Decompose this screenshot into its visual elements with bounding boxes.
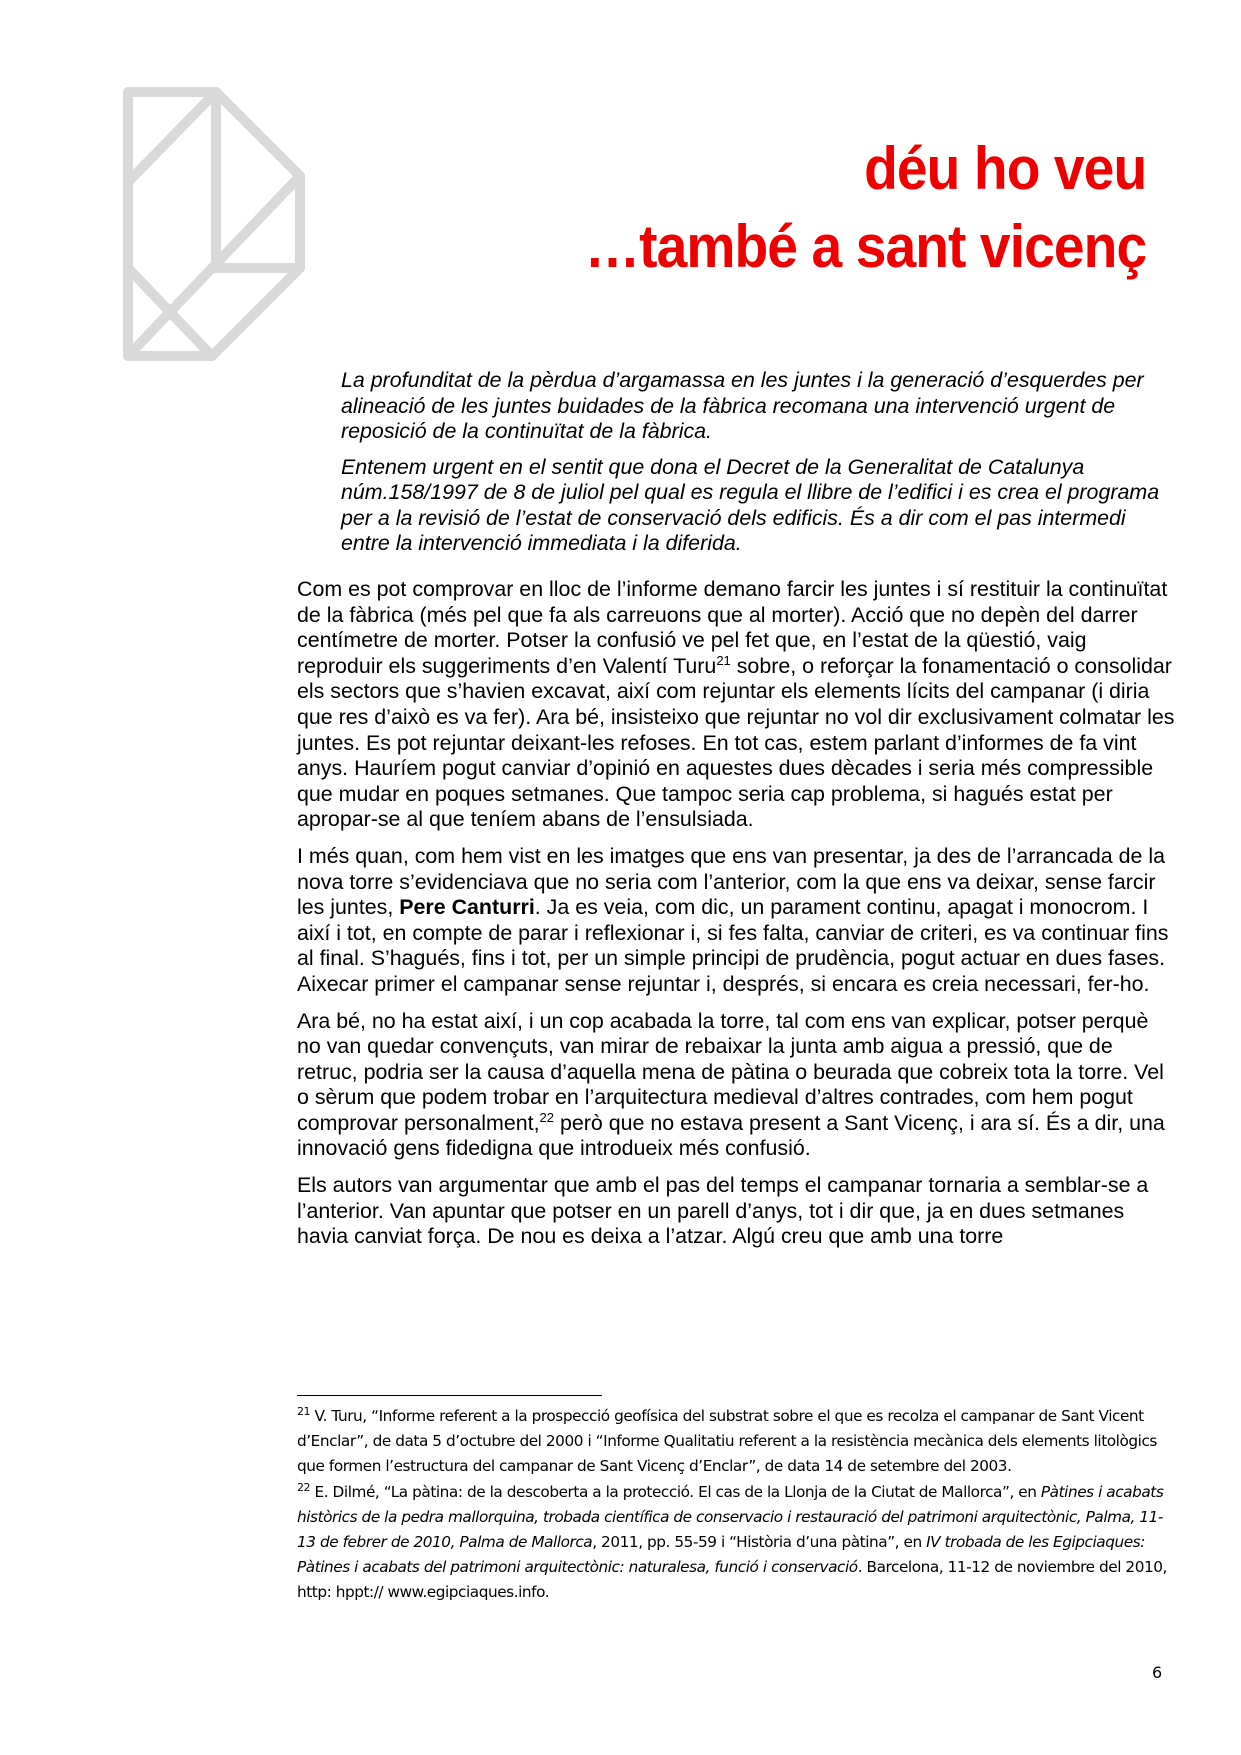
person-name: Pere Canturri — [399, 895, 535, 920]
title-line-1: déu ho veu — [863, 135, 1146, 202]
text-run: Com es pot comprovar en lloc de l’informe demano farcir les juntes i sí restituir la continuïtat de la fàbrica (més pel que fa als carreuons que al morter). Acció que no depèn del darrer centímetre de morter. Potser la confusió ve pel fet que, en l’estat de la qüestió, vaig reproduir els suggeriments d’en Valentí Turu — [297, 577, 1168, 678]
footnote-text: , 2011, pp. 55-59 i “Història d’una pàtina”, en — [592, 1533, 927, 1552]
body-paragraph: Els autors van argumentar que amb el pas del temps el campanar tornaria a semblar-se a l’anterior. Van apuntar que potser en un parell d’anys, tot i dir que, ja en dues setmanes havia canviat força. De nou es deixa a l’atzar. Algú creu que amb una torre — [297, 1173, 1149, 1249]
quote-paragraph: La profunditat de la pèrdua d’argamassa en les juntes i la generació d’esquerdes per alineació de les juntes buidades de la fàbrica recomana una intervenció urgent de reposició de la continuïtat de la fàbrica. — [341, 368, 1144, 443]
footnote-text: . Barcelona, 11-12 de noviembre del 2010, http: hppt:// www.egipciaques.info. — [297, 1558, 1167, 1602]
text-run: sobre, o reforçar la fonamentació o consolidar els sectors que s’havien excavat, així com rejuntar els elements lícits del campanar (i diria que res d’això es va fer). Ara bé, insisteixo que rejuntar no vol dir exclusivament colmatar les juntes. Es pot rejuntar deixant-les refoses. En tot cas, estem parlant d’informes de fa vint anys. Hauríem pogut canviar d’opinió en aquestes dues dècades i seria més compressible que mudar en poques setmanes. Que tampoc seria cap problema, si hagués estat per apropar-se al que teníem abans de l’ensulsiada. — [297, 653, 1175, 832]
footnote-22 — [297, 1480, 1177, 1606]
body-paragraph — [297, 1009, 1177, 1163]
text-run: però que no estava present a Sant Vicenç, i ara sí. És a dir, una innovació gens fidedigna que introdueix més confusió. — [297, 1110, 1165, 1161]
footnote-number: 22 — [297, 1480, 311, 1494]
text-run: I més quan, com hem vist en les imatges que ens van presentar, ja des de l’arrancada de la nova torre s’evidenciava que no seria com l’anterior, com la que ens va deixar, sense farcir les juntes, — [297, 843, 1165, 920]
footnote-21 — [297, 1404, 1177, 1480]
body-paragraph — [297, 577, 1177, 833]
footnote-ref-22[interactable]: 22 — [539, 1109, 555, 1125]
block-quote — [341, 368, 1171, 567]
page-number: 6 — [1152, 1663, 1163, 1682]
body-text — [297, 577, 1177, 1261]
logo-icon — [108, 78, 318, 368]
footnotes — [297, 1404, 1177, 1606]
text-run: . Ja es veia, com dic, un parament continu, apagat i monocrom. I així i tot, en compte de parar i reflexionar i, si fes falta, canviar de criteri, es va continuar fins al final. S’hagués, fins i tot, per un simple principi de prudència, pogut actuar en dues fases. Aixecar primer el campanar sense rejuntar i, després, si encara es creia necessari, fer-ho. — [297, 895, 1169, 996]
footnote-separator — [297, 1395, 602, 1396]
title-line-2: …també a sant vicenç — [584, 213, 1146, 280]
footnote-italic: Pàtines i acabats històrics de la pedra mallorquina, trobada científica de conservacio i restauració del patrimoni arquitectònic, Palma, 11-13 de febrer de 2010, Palma de Mallorca — [297, 1482, 1164, 1552]
quote-paragraph: Entenem urgent en el sentit que dona el Decret de la Generalitat de Catalunya núm.158/1997 de 8 de juliol pel qual es regula el llibre de l’edifici i es crea el programa per a la revisió de l’estat de conservació dels edificis. És a dir com el pas intermedi entre la intervenció immediata i la diferida. — [341, 454, 1160, 555]
footnote-number: 21 — [297, 1405, 311, 1418]
page-title — [585, 130, 1146, 286]
footnote-italic: IV trobada de les Egipciaques: Pàtines i acabats del patrimoni arquitectònic: naturalesa, funció i conservació — [297, 1533, 1145, 1577]
text-run: Ara bé, no ha estat així, i un cop acabada la torre, tal com ens van explicar, potser perquè no van quedar convençuts, van mirar de rebaixar la junta amb aigua a pressió, que de retruc, podria ser la causa d’aquella mena de pàtina o beurada que cobreix tota la torre. Vel o sèrum que podem trobar en l’arquitectura medieval d’altres contrades, com hem pogut comprovar personalment, — [297, 1008, 1164, 1135]
footnote-text: E. Dilmé, “La pàtina: de la descoberta a la protecció. El cas de la Llonja de la Ciutat de Mallorca”, en — [310, 1482, 1041, 1501]
footnote-ref-21[interactable]: 21 — [716, 652, 731, 668]
body-paragraph — [297, 844, 1177, 998]
footnote-text: V. Turu, “Informe referent a la prospecció geofísica del substrat sobre el que es recolza el campanar de Sant Vicent d’Enclar”, de data 5 d’octubre del 2000 i “Informe Qualitatiu referent a la resistència mecànica dels elements litològics que formen l’estructura del campanar de Sant Vicenç d’Enclar”, de data 14 de setembre del 2003. — [297, 1407, 1157, 1476]
